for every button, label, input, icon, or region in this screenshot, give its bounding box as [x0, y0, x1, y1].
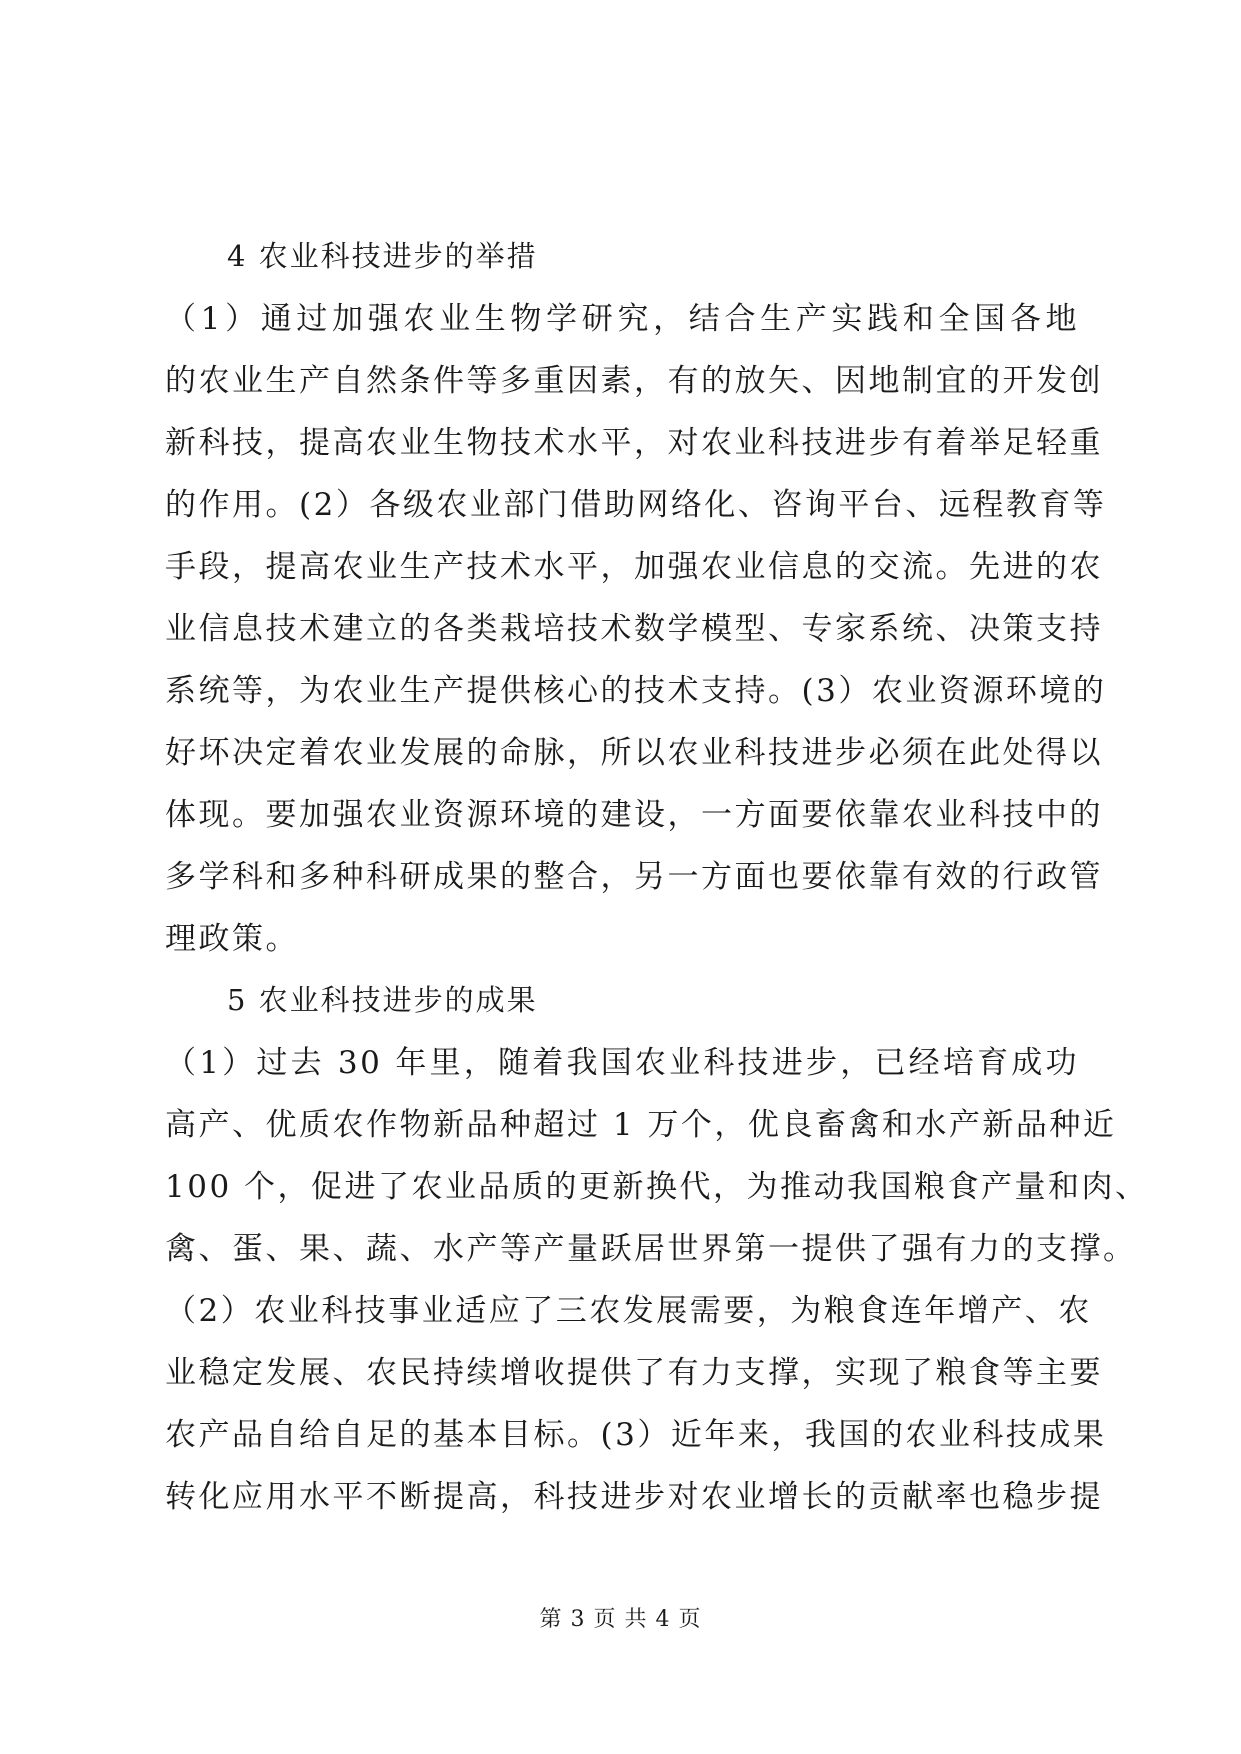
section-heading: 4 农业科技进步的举措 — [227, 239, 538, 273]
text-line: 业稳定发展、农民持续增收提供了有力支撑，实现了粮食等主要 — [165, 1355, 1103, 1391]
section-results — [165, 970, 1149, 1528]
text-line: 禽、蛋、果、蔬、水产等产量跃居世界第一提供了强有力的支撑。 — [165, 1231, 1137, 1267]
text-line: 农产品自给自足的基本目标。(3）近年来，我国的农业科技成果 — [165, 1417, 1107, 1453]
text-line: （2）农业科技事业适应了三农发展需要，为粮食连年增产、农 — [165, 1293, 1092, 1329]
paragraph — [165, 288, 1107, 970]
text-line: 新科技，提高农业生物技术水平，对农业科技进步有着举足轻重 — [165, 425, 1103, 461]
text-line: 多学科和多种科研成果的整合，另一方面也要依靠有效的行政管 — [165, 859, 1103, 895]
text-line: 好坏决定着农业发展的命脉，所以农业科技进步必须在此处得以 — [165, 735, 1103, 771]
text-line: 高产、优质农作物新品种超过 1 万个，优良畜禽和水产新品种近 — [165, 1107, 1117, 1143]
text-line: （1）通过加强农业生物学研究，结合生产实践和全国各地 — [165, 301, 1079, 337]
text-line: 系统等，为农业生产提供核心的技术支持。(3）农业资源环境的 — [165, 673, 1107, 709]
text-line: （1）过去 30 年里，随着我国农业科技进步，已经培育成功 — [165, 1045, 1079, 1081]
text-line: 业信息技术建立的各类栽培技术数学模型、专家系统、决策支持 — [165, 611, 1103, 647]
paragraph — [165, 1032, 1149, 1528]
text-line: 的作用。(2）各级农业部门借助网络化、咨询平台、远程教育等 — [165, 487, 1107, 523]
section-measures — [165, 226, 1107, 970]
text-line: 100 个，促进了农业品质的更新换代，为推动我国粮食产量和肉、 — [165, 1169, 1149, 1205]
text-line: 的农业生产自然条件等多重因素，有的放矢、因地制宜的开发创 — [165, 363, 1103, 399]
text-line: 体现。要加强农业资源环境的建设，一方面要依靠农业科技中的 — [165, 797, 1103, 833]
document-body — [165, 226, 1149, 1528]
page-number-label: 第 3 页 共 4 页 — [539, 1607, 702, 1632]
page-footer — [0, 1605, 1241, 1635]
text-line: 理政策。 — [165, 921, 299, 957]
section-heading: 5 农业科技进步的成果 — [227, 983, 538, 1017]
text-line: 手段，提高农业生产技术水平，加强农业信息的交流。先进的农 — [165, 549, 1103, 585]
text-line: 转化应用水平不断提高，科技进步对农业增长的贡献率也稳步提 — [165, 1479, 1103, 1515]
